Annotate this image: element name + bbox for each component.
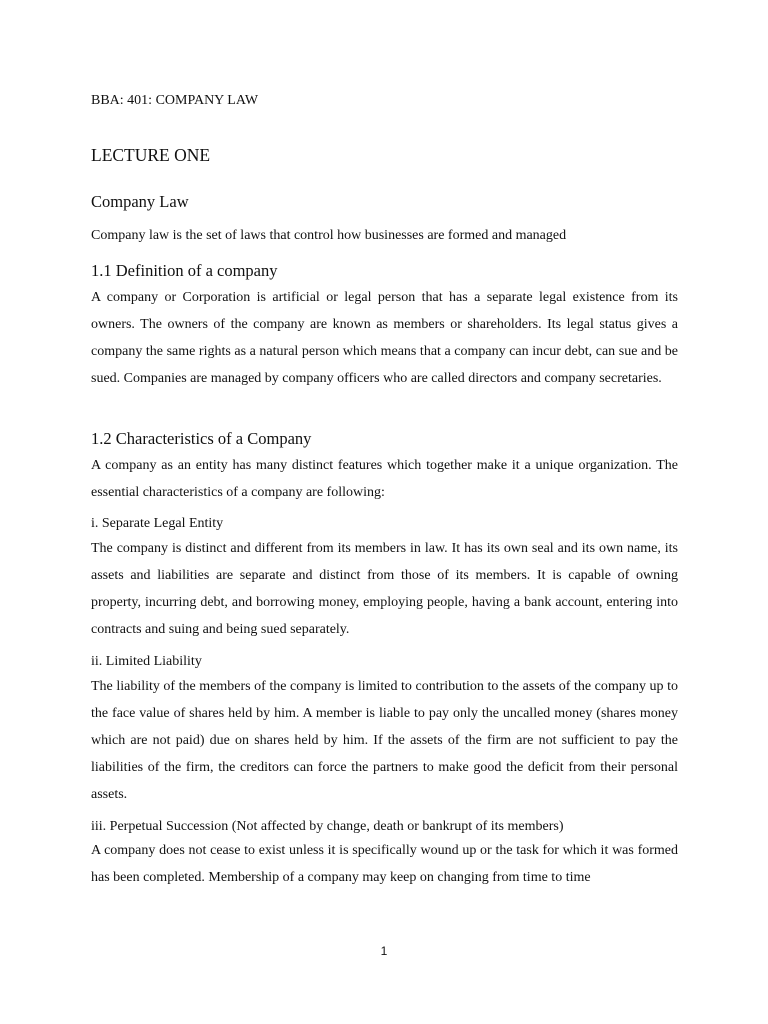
section-heading-characteristics: 1.2 Characteristics of a Company [91,429,312,448]
section-paragraph-characteristics: A company as an entity has many distinct features which together make it a unique organization. The essential characteristics of a company are following: [91,458,678,500]
section-paragraph-definition: A company or Corporation is artificial or legal person that has a separate legal existence from its owners. The owners of the company are known as members or shareholders. Its legal status gives a company the same rights as a natural person which means that a company can incur debt, can sue and be sued. Companies are managed by company officers who are called directors and company secretaries. [91,290,678,386]
intro-paragraph: Company law is the set of laws that control how businesses are formed and managed [91,228,567,243]
subsection-paragraph-limited-liability: The liability of the members of the company is limited to contribution to the assets of the company up to the face value of shares held by him. A member is liable to pay only the uncalled money (shares money which are not paid) due on shares held by him. If the assets of the firm are not sufficient to pay the liabilities of the firm, the creditors can force the partners to make good the deficit from their personal assets. [91,679,678,802]
section-heading-definition: 1.1 Definition of a company [91,261,278,280]
subsection-heading-perpetual-succession: iii. Perpetual Succession (Not affected by change, death or bankrupt of its members) [91,819,564,834]
subsection-paragraph-separate-legal-entity: The company is distinct and different from its members in law. It has its own seal and its own name, its assets and liabilities are separate and distinct from those of its members. It is capable of owning property, incurring debt, and borrowing money, employing people, having a bank account, entering into contracts and suing and being sued separately. [91,541,678,637]
page-number: 1 [380,944,388,958]
subsection-paragraph-perpetual-succession: A company does not cease to exist unless it is specifically wound up or the task for which it was formed has been completed. Membership of a company may keep on changing from time to time [91,843,678,885]
main-heading: Company Law [91,192,189,211]
subsection-heading-separate-legal-entity: i. Separate Legal Entity [91,516,224,531]
course-title: BBA: 401: COMPANY LAW [91,93,259,108]
lecture-title: LECTURE ONE [91,145,211,165]
subsection-heading-limited-liability: ii. Limited Liability [91,654,202,669]
